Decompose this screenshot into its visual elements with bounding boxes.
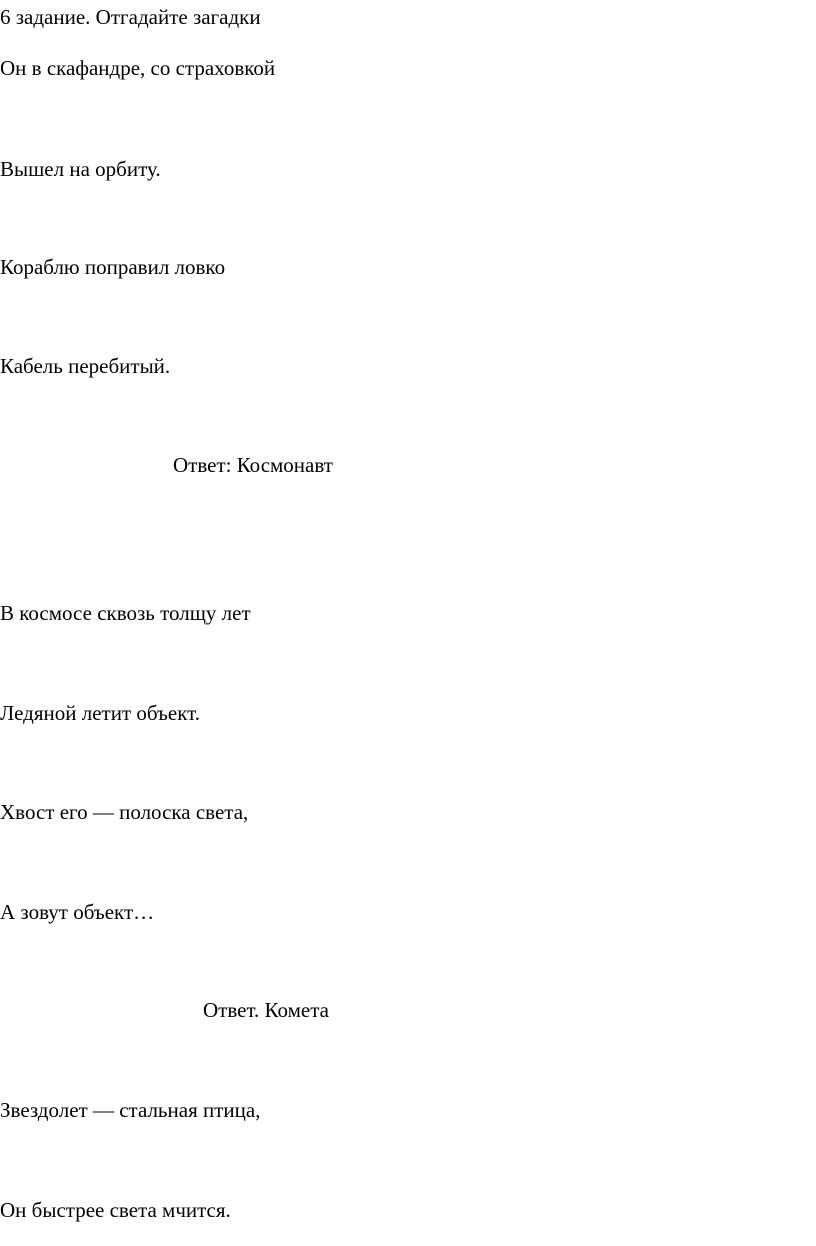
riddle-answer: Ответ: Космонавт (173, 453, 333, 477)
riddle-line: Хвост его — полоска света, (0, 800, 249, 824)
riddle-line: А зовут объект… (0, 900, 155, 924)
riddle-line: Он быстрее света мчится. (0, 1198, 231, 1222)
riddle-line: В космосе сквозь толщу лет (0, 601, 251, 625)
riddle-line: Звездолет — стальная птица, (0, 1098, 261, 1122)
riddle-line: Кабель перебитый. (0, 354, 171, 378)
riddle-line: Он в скафандре, со страховкой (0, 56, 276, 80)
riddle-line: Кораблю поправил ловко (0, 255, 226, 279)
riddle-line: Вышел на орбиту. (0, 157, 161, 181)
task-heading: 6 задание. Отгадайте загадки (0, 5, 261, 29)
riddle-line: Ледяной летит объект. (0, 701, 200, 725)
riddle-answer: Ответ. Комета (203, 998, 329, 1022)
